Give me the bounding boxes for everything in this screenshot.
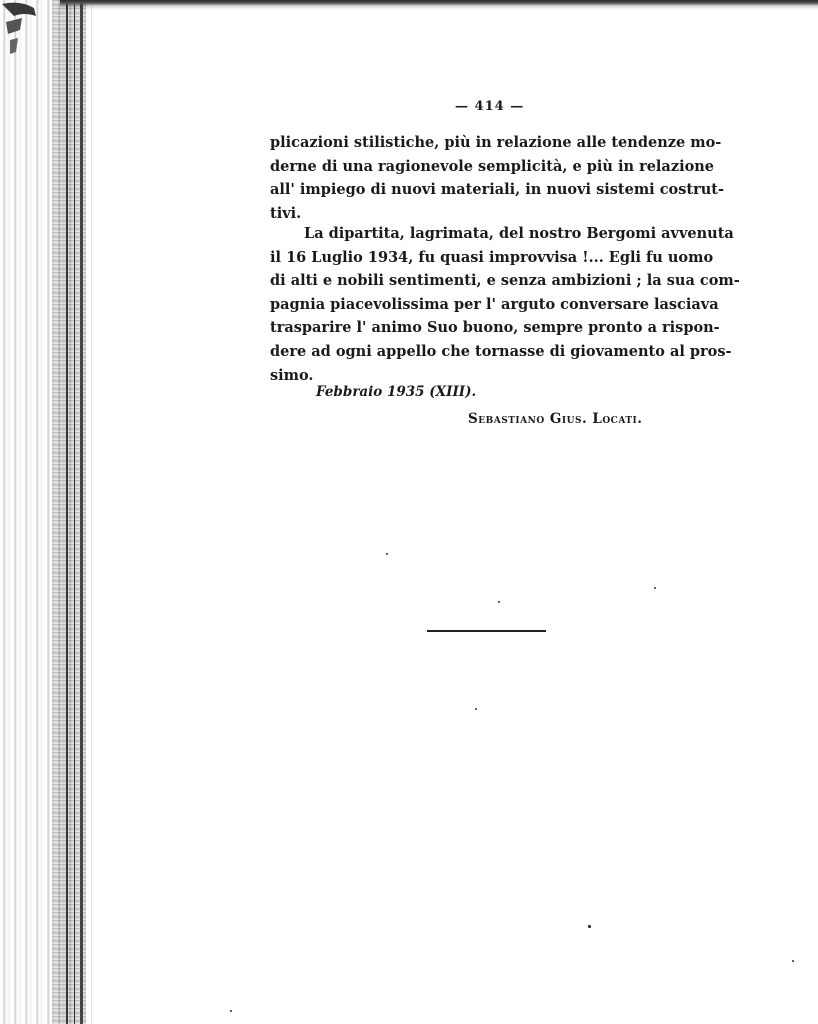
text-line: simo.	[270, 366, 314, 384]
scan-speck	[654, 587, 656, 589]
text-line: La dipartita, lagrimata, del nostro Bergomi avvenuta	[304, 225, 734, 242]
text-line: plicazioni stilistiche, più in relazione alle tendenze mo-	[270, 134, 722, 151]
text-line: dere ad ogni appello che tornasse di giovamento al pros-	[270, 342, 732, 360]
scan-speck	[498, 601, 500, 603]
scan-speck	[230, 1010, 232, 1012]
scan-top-edge	[60, 0, 818, 10]
paragraph-obituary	[270, 222, 740, 387]
page-corner-mark	[0, 0, 60, 60]
section-end-rule	[427, 630, 546, 632]
scan-speck	[475, 708, 477, 710]
page-number: — 414 —	[455, 99, 525, 114]
scan-speck	[386, 553, 388, 555]
text-line: tivi.	[270, 204, 302, 222]
binding-line	[80, 0, 83, 1024]
binding-line	[74, 0, 75, 1024]
binding-line	[66, 0, 68, 1024]
author-signature: Sebastiano Gius. Locati.	[468, 411, 643, 427]
text-line: derne di una ragionevole semplicità, e più in relazione	[270, 157, 715, 175]
scan-speck	[792, 960, 794, 962]
text-line: trasparire l' animo Suo buono, sempre pronto a rispon-	[270, 319, 720, 337]
text-line: all' impiego di nuovi materiali, in nuovi sistemi costrut-	[270, 181, 724, 199]
date-line: Febbraio 1935 (XIII).	[316, 384, 477, 400]
text-line: pagnia piacevolissima per l' arguto conversare lasciava	[270, 295, 719, 313]
text-line: di alti e nobili sentimenti, e senza ambizioni ; la sua com-	[270, 272, 740, 290]
paragraph-continuation	[270, 131, 724, 225]
text-line: il 16 Luglio 1934, fu quasi improvvisa !... Egli fu uomo	[270, 248, 714, 266]
scan-speck	[588, 925, 591, 928]
